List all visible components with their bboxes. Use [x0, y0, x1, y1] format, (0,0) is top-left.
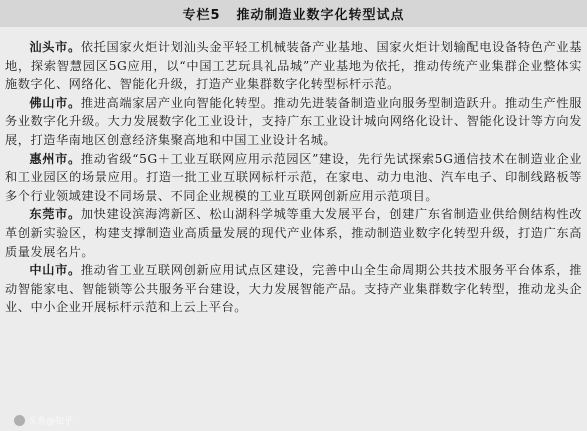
column-label: 专栏5 — [182, 8, 221, 23]
watermark-text: 头条@知乎 — [28, 417, 74, 427]
city-name: 惠州市。 — [29, 151, 81, 166]
column-title: 推动制造业数字化转型试点 — [236, 8, 405, 23]
watermark-logo-icon — [14, 415, 25, 426]
watermark — [14, 414, 73, 427]
paragraph-text: 依托国家火炬计划汕头金平轻工机械装备产业基地、国家火炬计划输配电设备特色产业基地，探索智慧园区5G应用，以“中国工艺玩具礼品城”产业基地为依托，推动传统产业集群企业整体实施数字化、网络化、智能化升级，打造产业集群数字化转型标杆示范。 — [5, 40, 582, 92]
city-name: 东莞市。 — [29, 207, 81, 222]
paragraph-dongguan — [5, 205, 582, 261]
paragraph-text: 推进高端家居产业向智能化转型。推动先进装备制造业向服务型制造跃升。推动生产性服务业数字化升级。大力发展数字化工业设计，支持广东工业设计城向网络化设计、智能化设计等方向发展，打造华南地区创意经济集聚高地和中国工业设计名城。 — [5, 95, 582, 147]
city-name: 佛山市。 — [29, 95, 81, 110]
city-name: 汕头市。 — [29, 40, 81, 54]
paragraph-text: 加快建设滨海湾新区、松山湖科学城等重大发展平台，创建广东省制造业供给侧结构性改革创新实验区，构建支撑制造业高质量发展的现代产业体系，推动制造业数字化转型升级，打造广东高质量发展名片。 — [5, 207, 582, 259]
column-title-bar — [0, 0, 587, 27]
city-name: 中山市。 — [29, 263, 81, 278]
paragraph-foshan — [5, 94, 582, 150]
paragraph-text: 推动省级“5G＋工业互联网应用示范园区”建设，先行先试探索5G通信技术在制造业企业和工业园区的场景应用。打造一批工业互联网标杆示范，在家电、动力电池、汽车电子、印制线路板等多个行业领域建设不同场景、不同企业规模的工业互联网创新应用示范项目。 — [5, 151, 582, 203]
paragraph-huizhou — [5, 150, 582, 206]
paragraph-zhongshan — [5, 261, 582, 317]
column-body — [0, 27, 587, 431]
paragraph-text: 推动省工业互联网创新应用试点区建设，完善中山全生命周期公共技术服务平台体系，推动智能家电、智能锁等公共服务平台建设，大力发展智能产品。支持产业集群数字化转型，推动龙头企业、中小企业开展标杆示范和上云上平台。 — [5, 263, 582, 315]
paragraph-shantou — [5, 38, 582, 94]
